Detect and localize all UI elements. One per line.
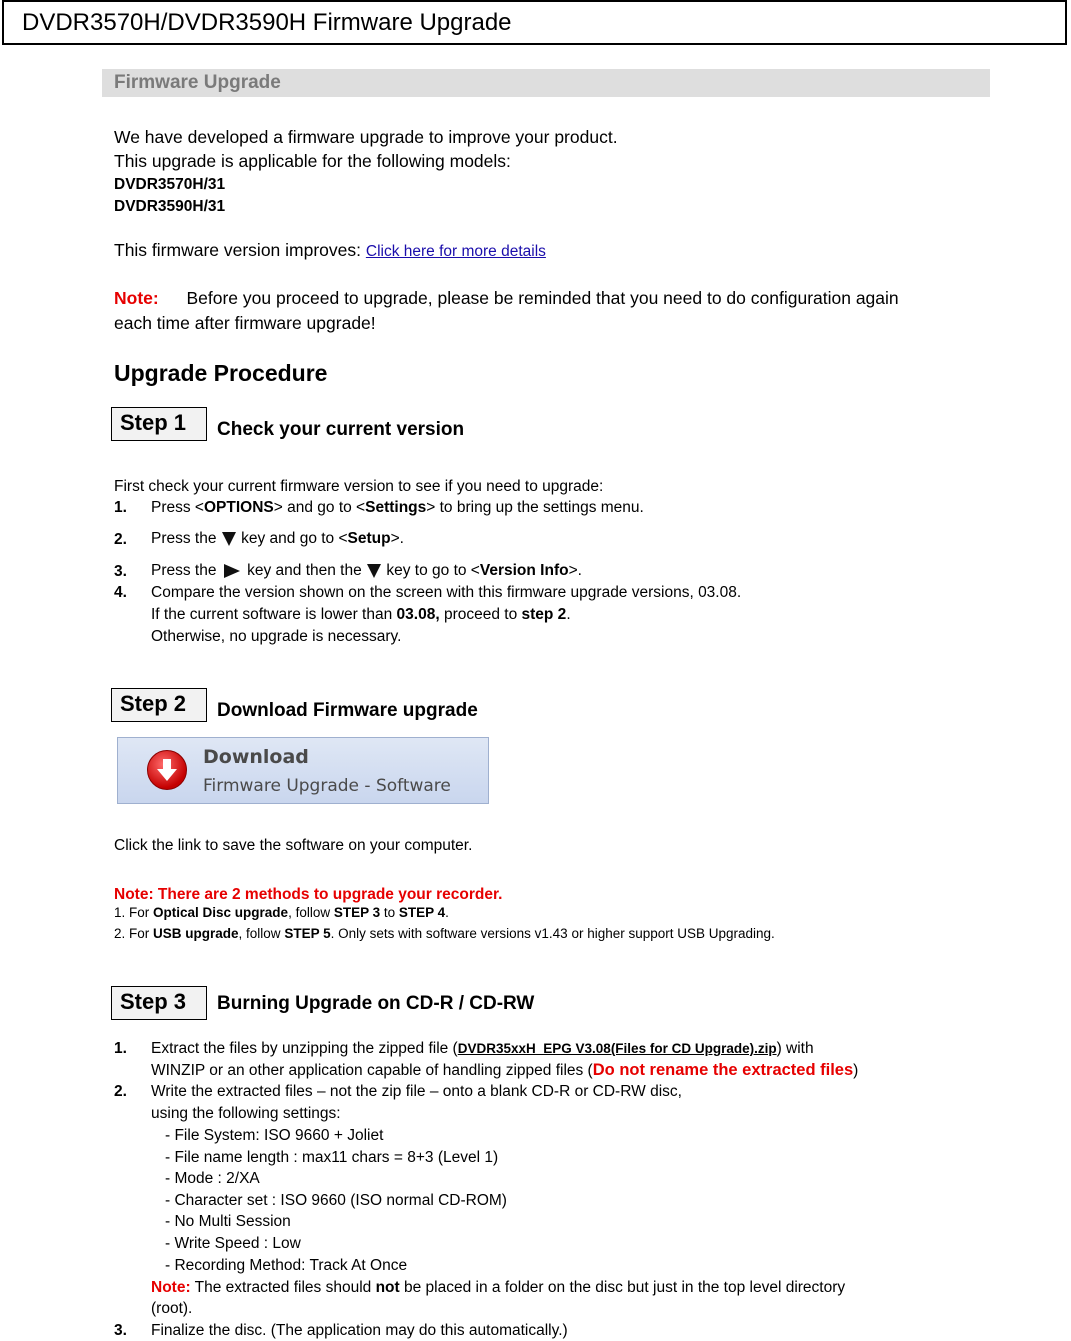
- step-3-item-1a: Extract the files by unzipping the zipped file (DVDR35xxH_EPG V3.08(Files for CD Upgrade).zip) with: [151, 1040, 814, 1057]
- setting-item: - Write Speed : Low: [165, 1235, 301, 1252]
- step-2-title: Download Firmware upgrade: [217, 700, 478, 721]
- intro-line-1: We have developed a firmware upgrade to improve your product.: [114, 127, 618, 147]
- step-3-item-1b: WINZIP or an other application capable of handling zipped files (Do not rename the extracted files): [151, 1061, 859, 1079]
- step-1-num-2: 2.: [114, 531, 127, 548]
- zip-file-link[interactable]: DVDR35xxH_EPG V3.08(Files for CD Upgrade).zip: [457, 1041, 777, 1056]
- step-3-title: Burning Upgrade on CD-R / CD-RW: [217, 993, 535, 1014]
- download-firmware-button[interactable]: [117, 737, 489, 804]
- model-2: DVDR3590H/31: [114, 198, 226, 215]
- details-link[interactable]: Click here for more details: [365, 243, 546, 260]
- step-2-label: Step 2: [120, 691, 187, 716]
- setting-item: - Recording Method: Track At Once: [165, 1257, 408, 1274]
- step-1-title: Check your current version: [217, 419, 465, 440]
- step-3-item-3: Finalize the disc. (The application may do this automatically.): [151, 1322, 568, 1339]
- document-title: DVDR3570H/DVDR3590H Firmware Upgrade: [22, 9, 512, 36]
- step-1-lead: First check your current firmware version to see if you need to upgrade:: [114, 478, 604, 495]
- download-icon: [147, 750, 187, 790]
- step-3-num-3: 3.: [114, 1322, 127, 1339]
- section-title: Firmware Upgrade: [114, 72, 281, 93]
- setting-item: - File System: ISO 9660 + Joliet: [165, 1127, 384, 1144]
- step-3-note: Note: The extracted files should not be placed in a folder on the disc but just in the top level directory: [151, 1279, 846, 1296]
- intro-line-2: This upgrade is applicable for the following models:: [114, 151, 511, 171]
- down-arrow-icon: [366, 562, 382, 580]
- step-1-badge: [111, 407, 207, 441]
- step-1-item-2: Press the key and go to <Setup>.: [151, 530, 404, 547]
- improves-label: This firmware version improves:: [114, 240, 361, 260]
- methods-note: Note: There are 2 methods to upgrade your recorder.: [114, 886, 503, 903]
- right-arrow-icon: [221, 562, 243, 580]
- step-3-item-2a: Write the extracted files – not the zip file – onto a blank CD-R or CD-RW disc,: [151, 1083, 682, 1100]
- step-1-label: Step 1: [120, 410, 187, 435]
- download-sublabel: Firmware Upgrade - Software: [203, 776, 451, 796]
- step-3-num-2: 2.: [114, 1083, 127, 1100]
- step-1-item-3: Press the key and then the key to go to <Version Info>.: [151, 562, 582, 579]
- step-3-item-2b: using the following settings:: [151, 1105, 341, 1122]
- step-1-item-4a: Compare the version shown on the screen with this firmware upgrade versions, 03.08.: [151, 584, 742, 601]
- step-1-num-4: 4.: [114, 584, 127, 601]
- setting-item: - Mode : 2/XA: [165, 1170, 260, 1187]
- step-3-note-cont: (root).: [151, 1300, 193, 1317]
- section-header-bar: [102, 69, 990, 97]
- note-text-2: each time after firmware upgrade!: [114, 313, 376, 333]
- procedure-title: Upgrade Procedure: [114, 360, 328, 386]
- note-row: [114, 288, 899, 309]
- step-1-item-4b: If the current software is lower than 03.08, proceed to step 2.: [151, 606, 571, 623]
- method-1: 1. For Optical Disc upgrade, follow STEP 3 to STEP 4.: [114, 905, 449, 920]
- step-1-num-1: 1.: [114, 499, 127, 516]
- step-3-label: Step 3: [120, 989, 187, 1014]
- document-title-box: [2, 0, 1067, 45]
- step-3-num-1: 1.: [114, 1040, 127, 1057]
- setting-item: - No Multi Session: [165, 1213, 291, 1230]
- step-1-num-3: 3.: [114, 563, 127, 580]
- step-1-item-4c: Otherwise, no upgrade is necessary.: [151, 628, 402, 645]
- down-arrow-icon: [221, 530, 237, 548]
- download-label: Download: [203, 746, 309, 768]
- note-text-1: Before you proceed to upgrade, please be reminded that you need to do configuration again: [186, 288, 899, 308]
- setting-item: - Character set : ISO 9660 (ISO normal CD-ROM): [165, 1192, 507, 1209]
- step-1-item-1: Press <OPTIONS> and go to <Settings> to bring up the settings menu.: [151, 499, 644, 516]
- setting-item: - File name length : max11 chars = 8+3 (Level 1): [165, 1149, 499, 1166]
- model-1: DVDR3570H/31: [114, 176, 226, 193]
- method-2: 2. For USB upgrade, follow STEP 5. Only sets with software versions v1.43 or higher support USB Upgrading.: [114, 926, 775, 941]
- save-instruction: Click the link to save the software on your computer.: [114, 837, 473, 854]
- step-2-badge: [111, 688, 207, 722]
- note-label: Note:: [114, 288, 159, 308]
- improves-row: [114, 240, 546, 261]
- step-3-badge: [111, 986, 207, 1020]
